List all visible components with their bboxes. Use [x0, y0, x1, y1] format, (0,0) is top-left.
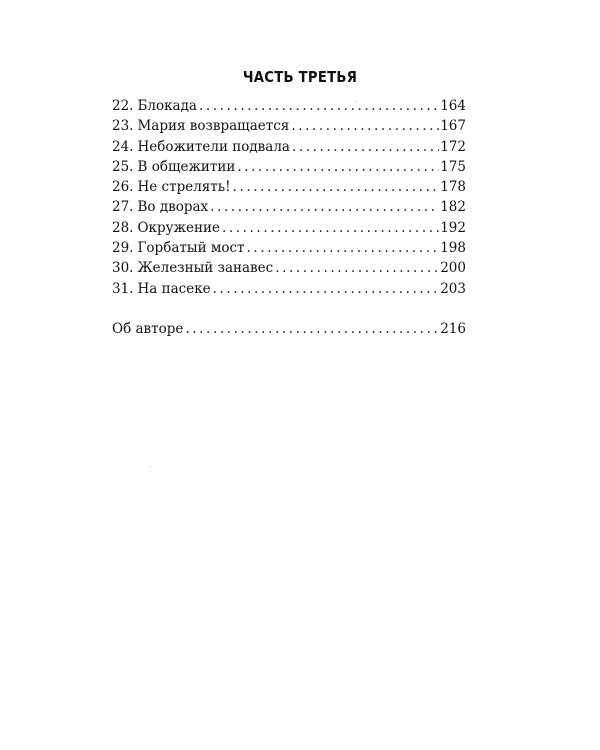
page-number: 175: [440, 158, 466, 175]
paper-speck: [356, 101, 357, 102]
chapter-number: 23.: [112, 118, 134, 135]
about-author-section: [112, 319, 466, 339]
toc-entry: [112, 96, 466, 116]
chapter-title: Окружение: [137, 219, 220, 236]
dot-leader: [247, 238, 440, 258]
dot-leader: [213, 279, 440, 299]
page-number: 164: [440, 98, 466, 114]
dot-leader: [237, 157, 439, 177]
chapter-title: Железный занавес: [137, 260, 274, 277]
chapter-title: Не стрелять!: [137, 179, 231, 196]
chapter-number: 26.: [112, 179, 134, 196]
chapter-number: 25.: [112, 158, 134, 175]
dot-leader: [291, 116, 439, 136]
about-title: Об авторе: [112, 321, 184, 337]
toc-entry-about: [112, 319, 466, 339]
toc-entry: [112, 177, 466, 197]
toc-entry: [112, 197, 466, 217]
dot-leader: [292, 137, 439, 157]
chapter-number: 24.: [112, 138, 134, 155]
chapter-title: В общежитии: [137, 158, 236, 175]
chapter-title: Горбатый мост: [137, 240, 245, 257]
toc-entry: [112, 137, 466, 157]
chapter-number: 28.: [112, 219, 134, 236]
toc-entry: [112, 238, 466, 258]
page-number: 182: [440, 199, 466, 216]
chapter-title: На пасеке: [137, 280, 211, 297]
chapter-title: Небожители подвала: [137, 138, 290, 155]
dot-leader: [199, 96, 439, 116]
chapter-title: Во дворах: [137, 199, 209, 216]
chapter-number: 27.: [112, 199, 134, 216]
page-number: 203: [440, 280, 466, 297]
dot-leader: [210, 197, 439, 217]
page-number: 200: [440, 260, 466, 277]
chapter-number: 31.: [112, 280, 134, 297]
page-number: 198: [440, 240, 466, 257]
section-title: ЧАСТЬ ТРЕТЬЯ: [242, 68, 358, 86]
dot-leader: [275, 258, 439, 278]
table-of-contents: [112, 96, 466, 299]
dot-leader: [222, 218, 439, 238]
chapter-number: 30.: [112, 260, 134, 277]
paper-speck: [150, 466, 151, 467]
chapter-number: 29.: [112, 240, 134, 257]
page-number: 167: [440, 118, 466, 135]
dot-leader: [233, 177, 440, 197]
chapter-title: Блокада: [137, 98, 197, 114]
toc-entry: [112, 279, 466, 299]
toc-entry: [112, 116, 466, 136]
page-number: 178: [440, 179, 466, 196]
toc-entry: [112, 157, 466, 177]
page-number: 216: [440, 321, 466, 337]
page-number: 192: [440, 219, 466, 236]
toc-entry: [112, 218, 466, 238]
dot-leader: [185, 319, 439, 339]
page-number: 172: [440, 138, 466, 155]
chapter-title: Мария возвращается: [137, 118, 290, 135]
chapter-number: 22.: [112, 98, 134, 114]
toc-entry: [112, 258, 466, 278]
